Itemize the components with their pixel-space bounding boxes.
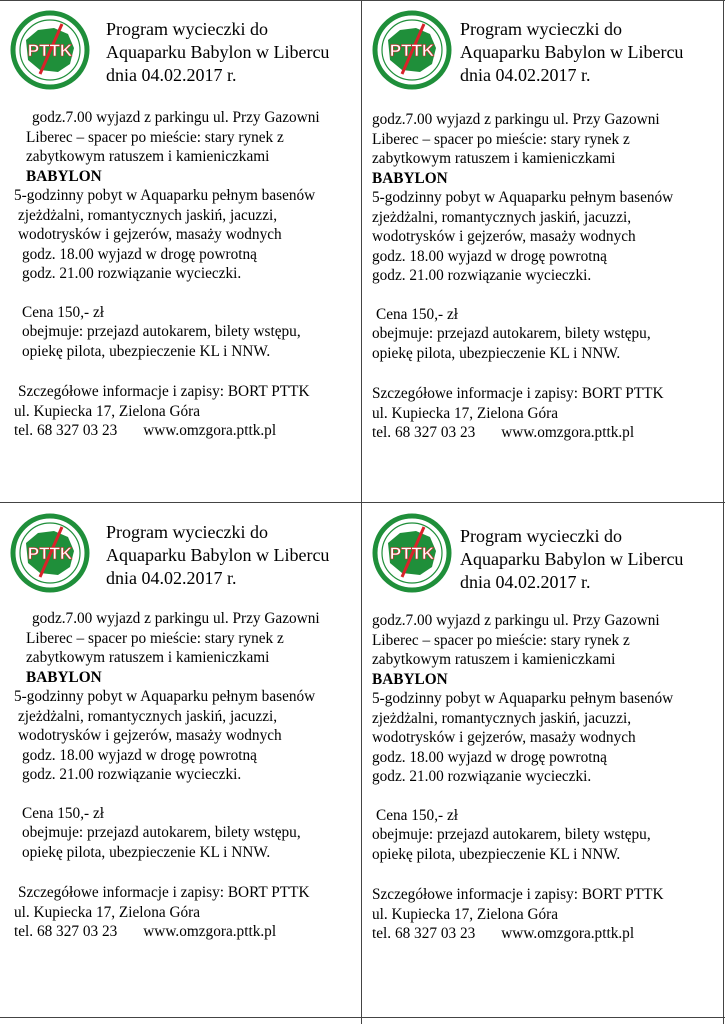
flyer-body: godz.7.00 wyjazd z parkingu ul. Przy Gazowni Liberec – spacer po mieście: stary rynek z zabytkowym ratuszem i kamieniczkami BABYLON 5-godzinny pobyt w Aquaparku pełnym basenów zjeżdżalni, romantycznych jaskiń, jacuzzi, wodotrysków i gejzerów, masaży wodnych godz. 18.00 wyjazd w drogę powrotną godz. 21.00 rozwiązanie wycieczki. Cena 150,- zł obejmuje: przejazd autokarem, bilety wstępu, opiekę pilota, ubezpieczenie KL i NNW. Szczegółowe informacje i zapisy: BORT PTTK ul. Kupiecka 17, Zielona Góra tel. 68 327 03 23 www.omzgora.pttk.pl bbox=[372, 111, 674, 441]
logo-text: PTTK bbox=[389, 544, 435, 563]
flyer-title: Program wycieczki do Aquaparku Babylon w Libercu dnia 04.02.2017 r. bbox=[460, 526, 684, 592]
flyer-card-top-left bbox=[0, 0, 360, 500]
logo-text: PTTK bbox=[27, 544, 73, 563]
flyer-body: godz.7.00 wyjazd z parkingu ul. Przy Gazowni Liberec – spacer po mieście: stary rynek z zabytkowym ratuszem i kamieniczkami BABYLON 5-godzinny pobyt w Aquaparku pełnym basenów zjeżdżalni, romantycznych jaskiń, jacuzzi, wodotrysków i gejzerów, masaży wodnych godz. 18.00 wyjazd w drogę powrotną godz. 21.00 rozwiązanie wycieczki. Cena 150,- zł obejmuje: przejazd autokarem, bilety wstępu, opiekę pilota, ubezpieczenie KL i NNW. Szczegółowe informacje i zapisy: BORT PTTK ul. Kupiecka 17, Zielona Góra tel. 68 327 03 23 www.omzgora.pttk.pl bbox=[14, 109, 320, 439]
pttk-logo-icon bbox=[372, 513, 452, 593]
website-link[interactable]: www.omzgora.pttk.pl bbox=[143, 923, 277, 940]
flyer-body: godz.7.00 wyjazd z parkingu ul. Przy Gazowni Liberec – spacer po mieście: stary rynek z zabytkowym ratuszem i kamieniczkami BABYLON 5-godzinny pobyt w Aquaparku pełnym basenów zjeżdżalni, romantycznych jaskiń, jacuzzi, wodotrysków i gejzerów, masaży wodnych godz. 18.00 wyjazd w drogę powrotną godz. 21.00 rozwiązanie wycieczki. Cena 150,- zł obejmuje: przejazd autokarem, bilety wstępu, opiekę pilota, ubezpieczenie KL i NNW. Szczegółowe informacje i zapisy: BORT PTTK ul. Kupiecka 17, Zielona Góra tel. 68 327 03 23 www.omzgora.pttk.pl bbox=[14, 610, 320, 940]
flyer-card-bottom-left bbox=[0, 503, 360, 1003]
website-link[interactable]: www.omzgora.pttk.pl bbox=[501, 925, 635, 942]
flyer-card-top-right bbox=[362, 0, 722, 500]
flyer-title: Program wycieczki do Aquaparku Babylon w Libercu dnia 04.02.2017 r. bbox=[106, 522, 330, 588]
cut-line-bottom bbox=[0, 1017, 725, 1018]
pttk-logo-icon bbox=[372, 10, 452, 90]
flyer-title: Program wycieczki do Aquaparku Babylon w Libercu dnia 04.02.2017 r. bbox=[460, 19, 684, 85]
pttk-logo-icon bbox=[10, 10, 90, 90]
pttk-logo-icon bbox=[10, 513, 90, 593]
website-link[interactable]: www.omzgora.pttk.pl bbox=[501, 424, 635, 441]
flyer-card-bottom-right bbox=[362, 503, 722, 1003]
flyer-body: godz.7.00 wyjazd z parkingu ul. Przy Gazowni Liberec – spacer po mieście: stary rynek z zabytkowym ratuszem i kamieniczkami BABYLON 5-godzinny pobyt w Aquaparku pełnym basenów zjeżdżalni, romantycznych jaskiń, jacuzzi, wodotrysków i gejzerów, masaży wodnych godz. 18.00 wyjazd w drogę powrotną godz. 21.00 rozwiązanie wycieczki. Cena 150,- zł obejmuje: przejazd autokarem, bilety wstępu, opiekę pilota, ubezpieczenie KL i NNW. Szczegółowe informacje i zapisy: BORT PTTK ul. Kupiecka 17, Zielona Góra tel. 68 327 03 23 www.omzgora.pttk.pl bbox=[372, 612, 674, 942]
cut-line-right bbox=[723, 0, 724, 1024]
logo-text: PTTK bbox=[389, 41, 435, 60]
flyer-title: Program wycieczki do Aquaparku Babylon w Libercu dnia 04.02.2017 r. bbox=[106, 19, 330, 85]
logo-text: PTTK bbox=[27, 41, 73, 60]
website-link[interactable]: www.omzgora.pttk.pl bbox=[143, 422, 277, 439]
